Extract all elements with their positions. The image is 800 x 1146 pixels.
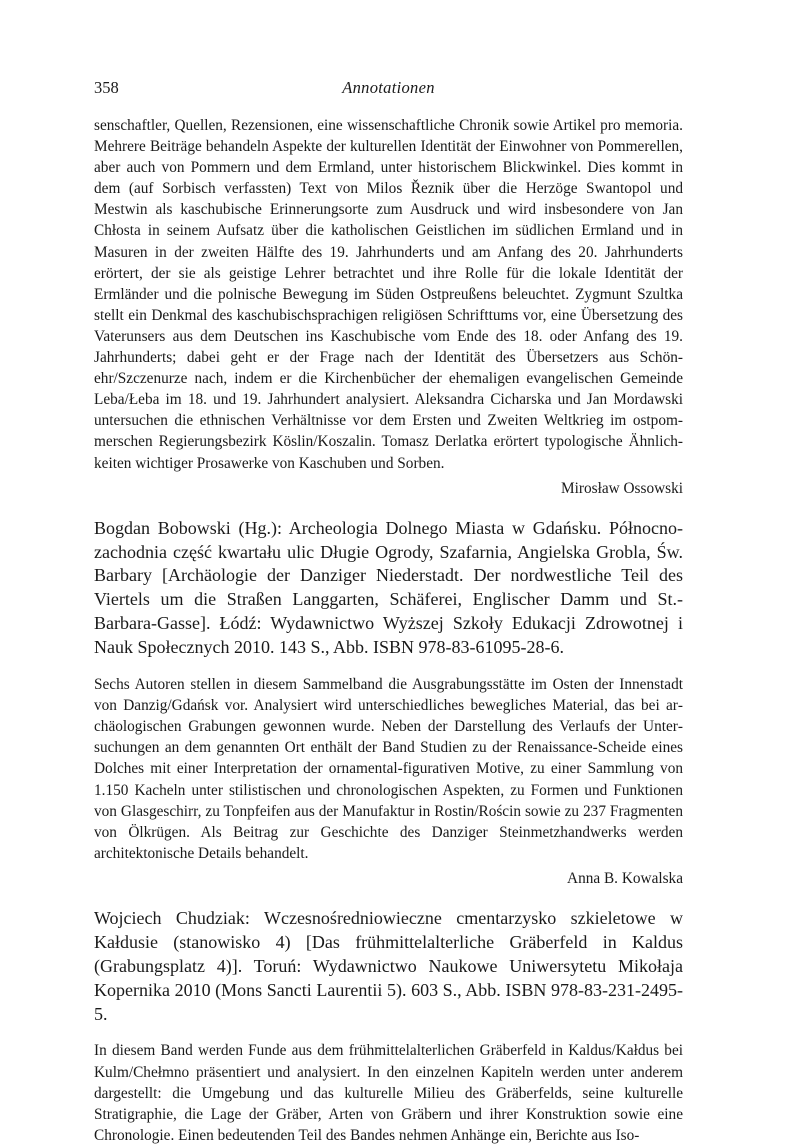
review-body: Sechs Autoren stellen in diesem Sammelband die Ausgrabungsstätte im Osten der Innenstadt von Danzig/Gdańsk vor. Analysiert wird unterschiedliches bewegliches Material, das bei archäologischen Grabungen gewonnen wurde. Neben der Darstellung des Verlaufs der Untersuchungen an dem genannten Ort enthält der Band Studien zu der Renaissance-Scheide eines Dolches mit einer Interpretation der ornamental-figurativen Motive, zu einer Sammlung von 1.150 Kacheln unter stilistischen und chronologischen Aspekten, zu Formen und Funktionen von Glasgeschirr, zu Tonpfeifen aus der Manufaktur in Rostin/Rościn sowie zu 237 Fragmenten von Ölkrügen. Als Beitrag zur Geschichte des Danziger Steinmetzhandwerks werden architektonische Details behandelt. [94, 676, 683, 862]
review-entry [94, 907, 683, 1146]
review-continued [94, 115, 683, 499]
review-entry [94, 517, 683, 889]
reviewer-signature: Anna B. Kowalska [567, 869, 683, 887]
reviewer-signature: Mirosław Ossowski [561, 479, 683, 497]
page-content [94, 115, 683, 1146]
page-number: 358 [94, 78, 119, 97]
running-title: Annotationen [342, 78, 435, 97]
book-citation: Wojciech Chudziak: Wczesnośredniowieczne cmentarzysko szkieletowe w Kałdusie (stanowisko 4) [Das frühmittelalterliche Gräberfeld in Kaldus (Grabungsplatz 4)]. Toruń: Wydawnictwo Naukowe Uniwersytetu Mikołaja Kopernika 2010 (Mons Sancti Laurentii 5). 603 S., Abb. ISBN 978-83-231-2495-5. [94, 907, 683, 1024]
book-citation: Bogdan Bobowski (Hg.): Archeologia Dolnego Miasta w Gdańsku. Północnozachodnia część kwartału ulic Długie Ogrody, Szafarnia, Angielska Grobla, Św. Barbary [Archäologie der Danziger Niederstadt. Der nordwestliche Teil des Viertels um die Straßen Langgarten, Schäferei, Englischer Damm und St.-Barbara-Gasse]. Łódź: Wydawnictwo Wyższej Szkoły Edukacji Zdrowotnej i Nauk Społecznych 2010. 143 S., Abb. ISBN 978-83-61095-28-6. [94, 517, 683, 658]
review-body: senschaftler, Quellen, Rezensionen, eine wissenschaftliche Chronik sowie Artikel pro memoria. Mehrere Beiträge behandeln Aspekte der kulturellen Identität der Einwohner von Pommerellen, aber auch von Pommern und dem Ermland, unter historischem Blickwinkel. Dies kommt in dem (auf Sorbisch verfassten) Text von Milos Řeznik über die Herzöge Swantopol und Mestwin als kaschubische Erinnerungsorte zum Ausdruck und wird insbesondere von Jan Chłosta in seinem Aufsatz über die katholischen Geistlichen im südlichen Ermland und in Masuren in der zweiten Hälfte des 19. Jahrhunderts und am Anfang des 20. Jahrhunderts erörtert, der sie als geistige Lehrer betrachtet und ihre Rolle für die lokale Identität der Ermländer und die polnische Bewegung im Süden Ostpreußens beleuchtet. Zygmunt Szultka stellt ein Denkmal des kaschubischsprachigen religiösen Schrifttums vor, eine Übersetzung des Vaterunsers aus dem Deutschen ins Kaschubische vom Ende des 18. oder Anfang des 19. Jahrhunderts; dabei geht er der Frage nach der Identität des Übersetzers aus Schönehr/Szczenurze nach, indem er die Kirchenbücher der ehemaligen evangelischen Gemeinde Leba/Łeba im 18. und 19. Jahrhundert analysiert. Aleksandra Cicharska und Jan Mordawski untersuchen die ethnischen Verhältnisse vor dem Ersten und Zweiten Weltkrieg im ostpommerschen Regierungsbezirk Köslin/Koszalin. Tomasz Derlatka erörtert typologische Ähnlichkeiten wichtiger Prosawerke von Kaschuben und Sorben. [94, 117, 683, 472]
review-body: In diesem Band werden Funde aus dem frühmittelalterlichen Gräberfeld in Kaldus/Kałdus bei Kulm/Chełmno präsentiert und analysiert. In den einzelnen Kapiteln werden unter anderem dargestellt: die Umgebung und das kulturelle Milieu des Gräberfelds, seine kulturelle Stratigraphie, die Lage der Gräber, Arten von Gräbern und ihrer Konstruktion sowie eine Chronologie. Einen bedeutenden Teil des Bandes nehmen Anhänge ein, Berichte aus Iso- [94, 1042, 683, 1144]
page-header [94, 74, 683, 102]
